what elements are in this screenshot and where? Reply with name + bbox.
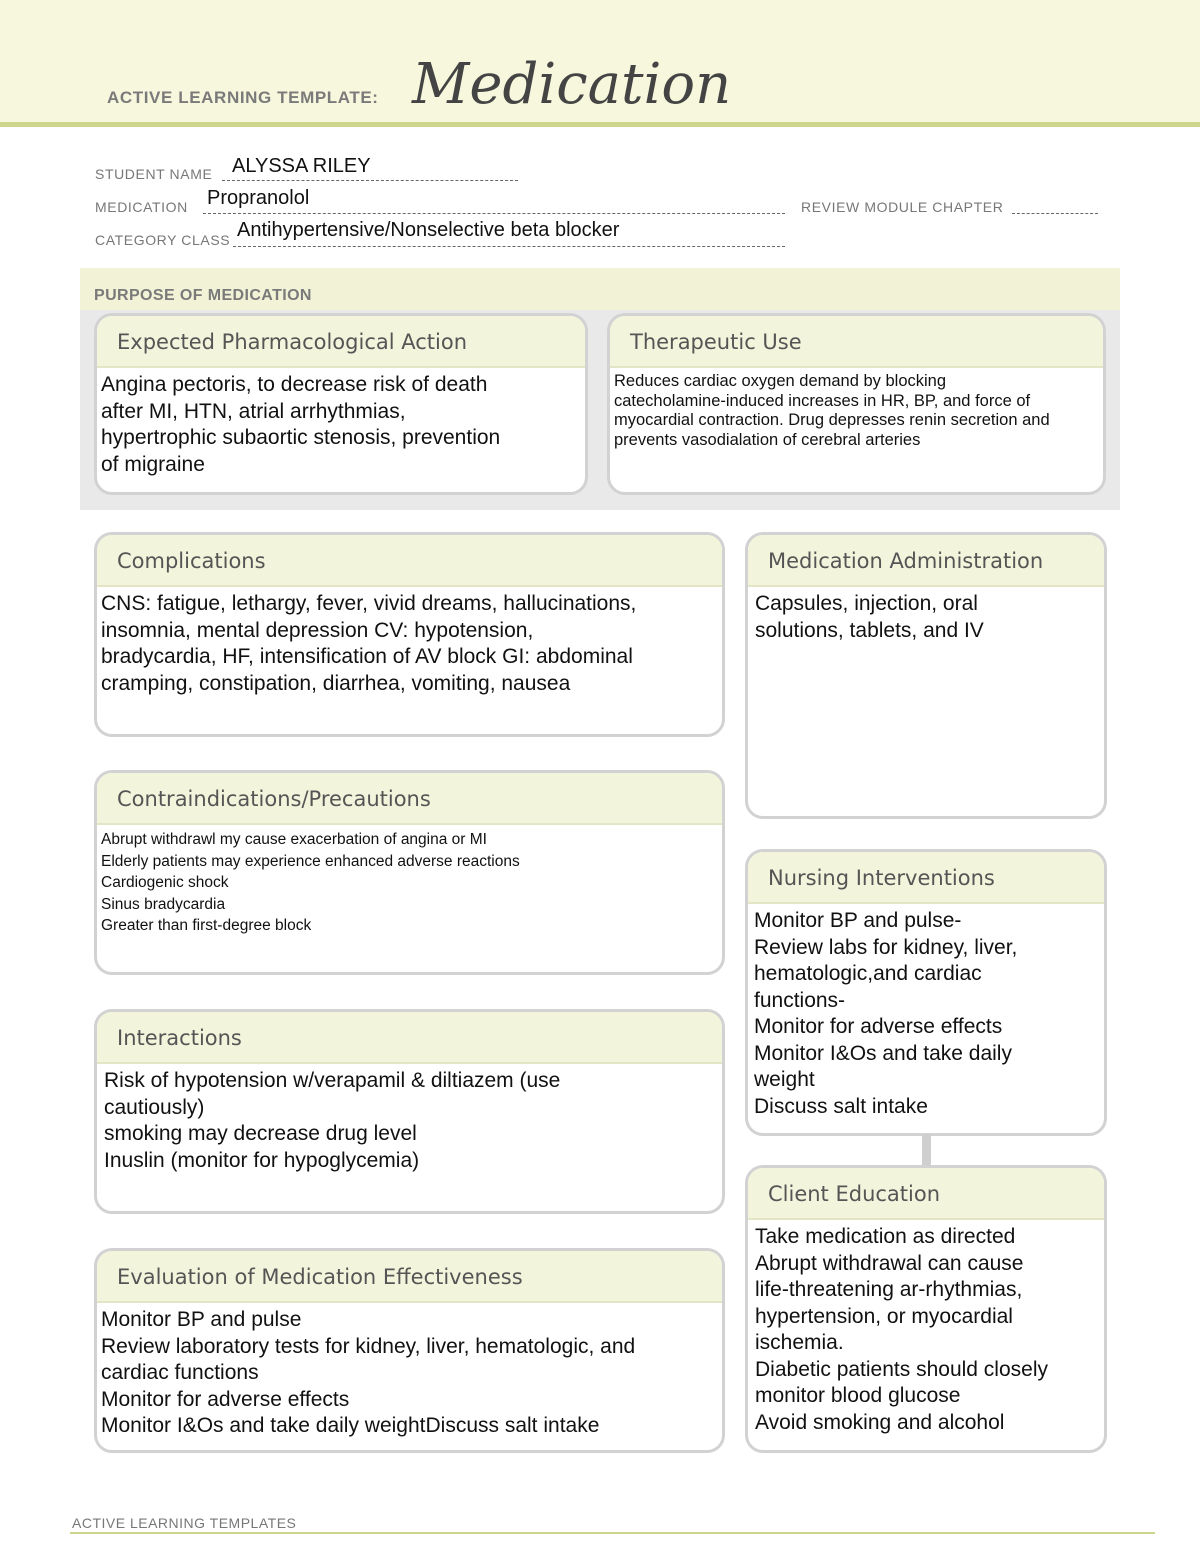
medication-administration-body[interactable]: Capsules, injection, oral solutions, tablets, and IV <box>755 592 984 642</box>
template-label: ACTIVE LEARNING TEMPLATE: <box>107 88 379 107</box>
nursing-interventions-box <box>745 849 1107 1136</box>
complications-title: Complications <box>97 535 722 587</box>
connector-bar <box>922 1134 931 1166</box>
medication-administration-box <box>745 532 1107 819</box>
medication-label: MEDICATION <box>95 199 188 215</box>
category-class-field[interactable]: Antihypertensive/Nonselective beta blocker <box>237 219 620 241</box>
header-divider <box>0 122 1200 127</box>
nursing-interventions-body[interactable]: Monitor BP and pulse- Review labs for kidney, liver, hematologic,and cardiac functions- Monitor for adverse effects Monitor I&Os and take daily weight Discuss salt intake <box>754 909 1018 1118</box>
contraindications-body[interactable]: Abrupt withdrawl my cause exacerbation of angina or MI Elderly patients may experience enhanced adverse reactions Cardiogenic shock Sinus bradycardia Greater than first-degree block <box>101 831 520 934</box>
therapeutic-use-box <box>607 313 1106 495</box>
student-name-field[interactable]: ALYSSA RILEY <box>232 155 371 177</box>
footer-divider <box>70 1532 1155 1534</box>
therapeutic-use-title: Therapeutic Use <box>610 316 1103 368</box>
interactions-title: Interactions <box>97 1012 722 1064</box>
review-module-line <box>1012 213 1098 214</box>
page-title: Medication <box>412 52 732 117</box>
complications-body[interactable]: CNS: fatigue, lethargy, fever, vivid dreams, hallucinations, insomnia, mental depression CV: hypotension, bradycardia, HF, intensification of AV block GI: abdominal cramping, constipation, diarrhea, vomiting, nausea <box>101 592 637 695</box>
complications-box <box>94 532 725 737</box>
contraindications-title: Contraindications/Precautions <box>97 773 722 825</box>
category-class-line <box>233 246 785 247</box>
purpose-label: PURPOSE OF MEDICATION <box>94 287 312 304</box>
expected-action-title: Expected Pharmacological Action <box>97 316 585 368</box>
client-education-title: Client Education <box>748 1168 1104 1220</box>
category-class-label: CATEGORY CLASS <box>95 232 231 248</box>
medication-field[interactable]: Propranolol <box>207 187 310 209</box>
expected-action-body[interactable]: Angina pectoris, to decrease risk of death after MI, HTN, atrial arrhythmias, hypertrophic subaortic stenosis, prevention of migraine <box>101 373 501 476</box>
nursing-interventions-title: Nursing Interventions <box>748 852 1104 904</box>
client-education-box <box>745 1165 1107 1453</box>
evaluation-box <box>94 1248 725 1453</box>
evaluation-title: Evaluation of Medication Effectiveness <box>97 1251 722 1303</box>
medication-line <box>203 213 785 214</box>
student-name-line <box>222 180 518 181</box>
contraindications-box <box>94 770 725 975</box>
evaluation-body[interactable]: Monitor BP and pulse Review laboratory tests for kidney, liver, hematologic, and cardiac functions Monitor for adverse effects Monitor I&Os and take daily weightDiscuss salt intake <box>101 1308 636 1437</box>
interactions-body[interactable]: Risk of hypotension w/verapamil & diltiazem (use cautiously) smoking may decrease drug level Inuslin (monitor for hypoglycemia) <box>104 1069 561 1172</box>
student-name-label: STUDENT NAME <box>95 166 213 182</box>
interactions-box <box>94 1009 725 1214</box>
expected-action-box <box>94 313 588 495</box>
footer-label: ACTIVE LEARNING TEMPLATES <box>72 1515 297 1531</box>
medication-administration-title: Medication Administration <box>748 535 1104 587</box>
therapeutic-use-body[interactable]: Reduces cardiac oxygen demand by blocking catecholamine-induced increases in HR, BP, and force of myocardial contraction. Drug depresses renin secretion and prevents vasodialation of cerebral arteries <box>614 372 1050 449</box>
client-education-body[interactable]: Take medication as directed Abrupt withdrawal can cause life-threatening ar-rhythmias, hypertension, or myocardial ischemia. Diabetic patients should closely monitor blood glucose Avoid smoking and alcohol <box>755 1225 1048 1434</box>
review-module-label: REVIEW MODULE CHAPTER <box>801 199 1004 215</box>
